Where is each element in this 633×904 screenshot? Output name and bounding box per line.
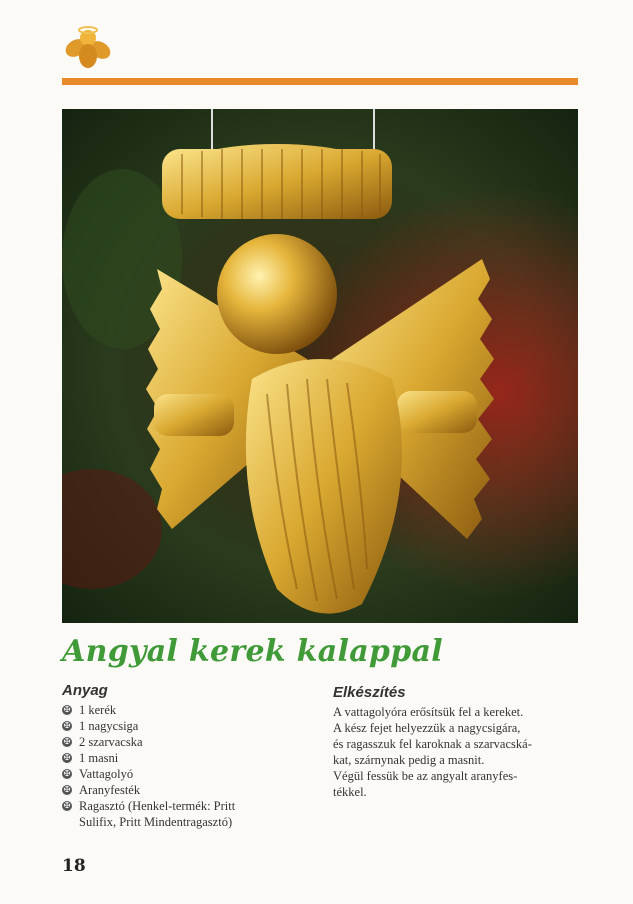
angel-ornament-icon bbox=[62, 20, 114, 72]
method-line: Végül fessük be az angyalt aranyfes- bbox=[333, 769, 518, 783]
list-item: ✠ 2 szarvacska bbox=[63, 735, 143, 749]
method-line: A kész fejet helyezzük a nagycsigára, bbox=[333, 721, 521, 735]
materials-heading: Anyag bbox=[62, 682, 108, 699]
method-line: és ragasszuk fel karoknak a szarvacská- bbox=[333, 737, 532, 751]
cross-bullet-icon: ✠ bbox=[63, 721, 71, 730]
cross-bullet-icon: ✠ bbox=[63, 737, 71, 746]
materials-section bbox=[62, 682, 312, 830]
cross-bullet-icon: ✠ bbox=[63, 769, 71, 778]
cross-bullet-icon: ✠ bbox=[63, 801, 71, 810]
method-section bbox=[333, 684, 578, 800]
list-item: ✠ Ragasztó (Henkel-termék: Pritt bbox=[63, 799, 236, 813]
ornament-photo bbox=[62, 109, 578, 623]
list-item: ✠ 1 nagycsiga bbox=[63, 719, 139, 733]
cross-bullet-icon: ✠ bbox=[63, 705, 71, 714]
header-rule bbox=[62, 78, 578, 85]
page-title: Angyal kerek kalappal bbox=[62, 634, 443, 669]
list-item: ✠ Aranyfesték bbox=[63, 783, 141, 797]
list-item: ✠ 1 kerék bbox=[63, 703, 117, 717]
method-line: kat, szárnynak pedig a masnit. bbox=[333, 753, 485, 767]
list-item: ✠ Vattagolyó bbox=[63, 767, 134, 781]
list-item: ✠ 1 masni bbox=[63, 751, 119, 765]
page-number: 18 bbox=[62, 856, 86, 876]
method-line: tékkel. bbox=[333, 785, 367, 799]
list-item-continuation: Sulifix, Pritt Mindentragasztó) bbox=[79, 815, 233, 829]
cross-bullet-icon: ✠ bbox=[63, 785, 71, 794]
cross-bullet-icon: ✠ bbox=[63, 753, 71, 762]
materials-list bbox=[62, 702, 312, 830]
method-heading: Elkészítés bbox=[333, 684, 406, 701]
method-line: A vattagolyóra erősítsük fel a kereket. bbox=[333, 705, 524, 719]
